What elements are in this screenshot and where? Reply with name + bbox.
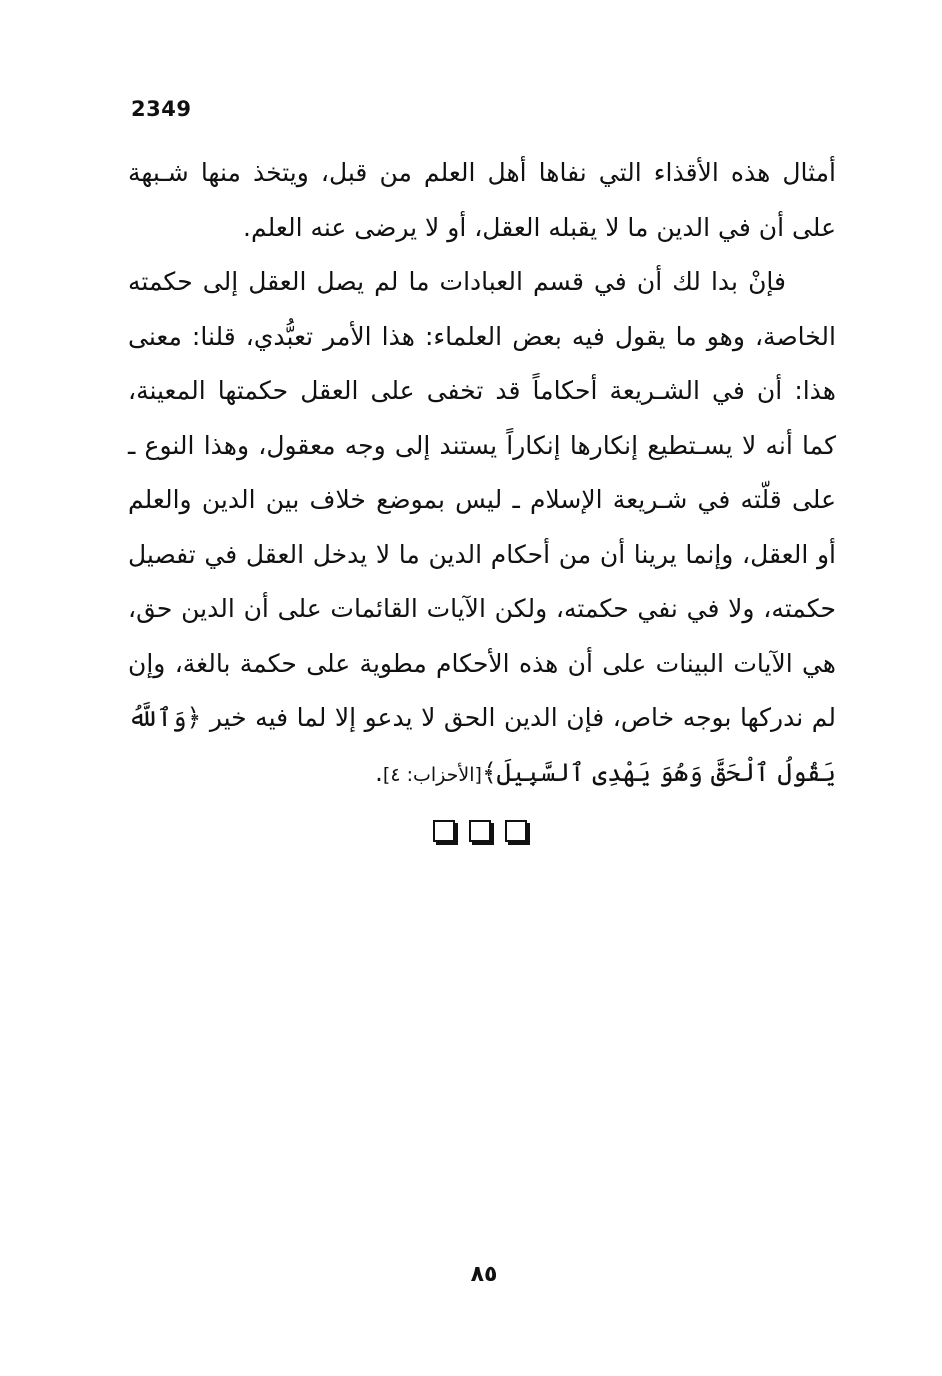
page-number: ٨٥ bbox=[470, 1262, 498, 1287]
body-text bbox=[128, 146, 836, 802]
quran-verse: ﴿وَٱللَّهُ يَقُولُ ٱلْحَقَّ وَهُوَ يَهْدِى ٱلسَّبِيلَ﴾ bbox=[128, 703, 836, 787]
square-ornament-icon bbox=[469, 820, 491, 842]
end-mark: . bbox=[374, 757, 383, 787]
top-page-number: 2349 bbox=[131, 97, 192, 121]
square-ornament-icon bbox=[433, 820, 455, 842]
paragraph-2-text: فإنْ بدا لك أن في قسم العبادات ما لم يصل العقل إلى حكمته الخاصة، وهو ما يقول فيه بعض العلماء: هذا الأمر تعبُّدي، قلنا: معنى هذا: أن في الشـريعة أحكاماً قد تخفى على العقل حكمتها المعينة، كما أنه لا يسـتطيع إنكارها إنكاراً يستند إلى وجه معقول، وهذا النوع ـ على قلّته في شـريعة الإسلام ـ ليس بموضع خلاف بين الدين والعلم أو العقل، وإنما يرينا أن من أحكام الدين ما لا يدخل العقل في تفصيل حكمته، ولا في نفي حكمته، ولكن الآيات القائمات على أن الدين حق، هي الآيات البينات على أن هذه الأحكام مطوية على حكمة بالغة، وإن لم ندركها بوجه خاص، فإن الدين الحق لا يدعو إلا لما فيه خير bbox=[128, 267, 836, 732]
section-divider bbox=[433, 820, 533, 846]
paragraph-1: أمثال هذه الأقذاء التي نفاها أهل العلم من قبل، ويتخذ منها شـبهة على أن في الدين ما لا يقبله العقل، أو لا يرضى عنه العلم. bbox=[128, 158, 836, 242]
paragraph-2 bbox=[128, 255, 836, 802]
square-ornament-icon bbox=[505, 820, 527, 842]
quran-reference: [الأحزاب: ٤] bbox=[382, 763, 482, 786]
